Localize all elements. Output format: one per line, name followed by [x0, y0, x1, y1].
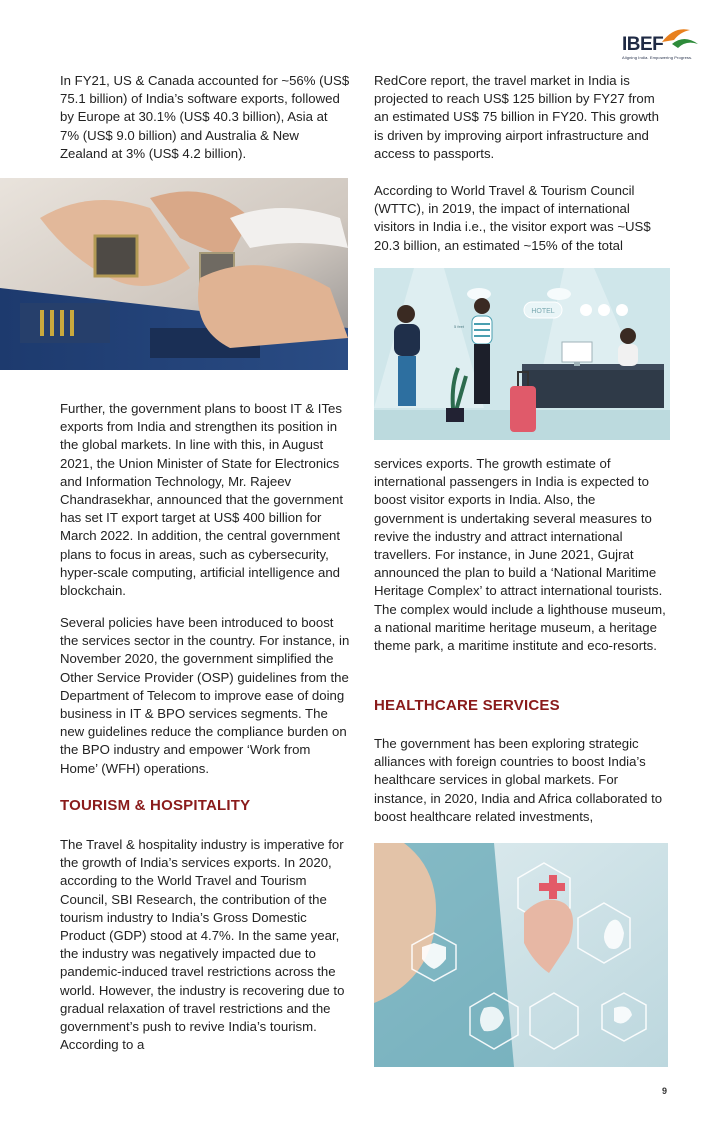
- left-paragraph-4: The Travel & hospitality industry is imperative for the growth of India’s services exports. In 2020, according to the World Travel and Tourism Council, SBI Research, the contribution of the tourism industry to India’s Gross Domestic Product (GDP) stood at 4.7%. In the same year, the industry was negatively impacted due to pandemic-induced travel restrictions across the world. However, the industry is recovering due to gradual relaxation of travel restrictions and the government’s push to revive India’s tourism. According to a: [60, 837, 345, 1053]
- left-paragraph-2: Further, the government plans to boost IT & ITes exports from India and strengthen its position in the global markets. In line with this, in August 2021, the Union Minister of State for Electronics and Information Technology, Mr. Rajeev Chandrasekhar, announced that the government has set IT export target at US$ 400 billion for March 2022. In addition, the central government plans to focus in areas, such as cybersecurity, hyper-scale computing, artificial intelligence and blockchain.: [60, 401, 343, 599]
- section-heading-tourism: TOURISM & HOSPITALITY: [60, 797, 251, 814]
- left-paragraph-1: In FY21, US & Canada accounted for ~56% (US$ 75.1 billion) of India’s software exports, followed by Europe at 30.1% (US$ 40.3 billion), Asia at 7% (US$ 9.0 billion) and Australia & New Zealand at 3% (US$ 4.2 billion).: [60, 73, 350, 161]
- logo-tagline: Aligning India. Empowering Progress.: [622, 55, 693, 60]
- right-paragraph-3: services exports. The growth estimate of international passengers in India is expected to boost visitor exports in India. Also, the government is undertaking several measures to revive the industry and attract international travellers. For instance, in June 2021, Gujrat announced the plan to build a ‘National Maritime Heritage Complex’ to attract international tourists. The complex would include a lighthouse museum, a national maritime heritage museum, a heritage theme park, a maritime institute and eco-resorts.: [374, 456, 666, 654]
- cpu-chip-photo: [0, 178, 348, 370]
- hotel-sign: HOTEL: [531, 308, 555, 315]
- left-paragraph-3: Several policies have been introduced to boost the services sector in the country. For instance, in November 2020, the government simplified the Other Service Provider (OSP) guidelines from the Department of Telecom to improve ease of doing business in IT & BPO services segments. The new guidelines reduce the compliance burden on the BPO industry and empower ‘Work from Home’ (WFH) operations.: [60, 615, 350, 776]
- logo-text: IBEF: [622, 34, 664, 55]
- ibef-logo: [622, 24, 700, 64]
- page-number: 9: [662, 1086, 668, 1096]
- right-paragraph-2: According to World Travel & Tourism Council (WTTC), in 2019, the impact of international visitors in India i.e., the visitor export was ~US$ 20.3 billion, an estimated ~15% of the total: [374, 183, 651, 253]
- right-paragraph-4: The government has been exploring strategic alliances with foreign countries to boost India’s healthcare services in global markets. For instance, in 2020, India and Africa collaborated to boost healthcare related investments,: [374, 736, 663, 824]
- healthcare-digital-photo: [374, 843, 668, 1067]
- section-heading-healthcare: HEALTHCARE SERVICES: [374, 697, 560, 714]
- hotel-reception-illustration: [374, 268, 670, 440]
- logo-swoosh-icon: [660, 24, 700, 54]
- right-paragraph-1: RedCore report, the travel market in India is projected to reach US$ 125 billion by FY27 from an estimated US$ 75 billion in FY20. This growth is driven by improving airport infrastructure and access to passports.: [374, 73, 659, 161]
- floor-label: 5 feet: [454, 324, 465, 329]
